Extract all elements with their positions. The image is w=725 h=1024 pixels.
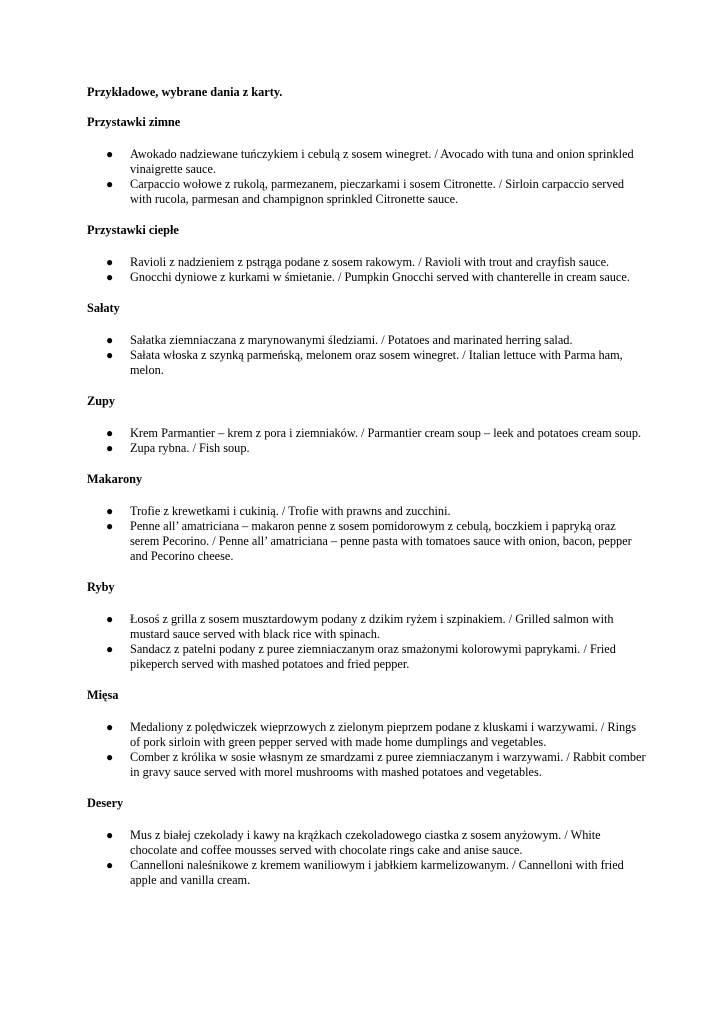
list-item [87,519,647,564]
dish-text: Zupa rybna. / Fish soup. [130,441,250,455]
bullet-icon: ● [106,333,114,347]
list-item [87,255,647,270]
section-heading-przystawki-zimne: Przystawki zimne [87,115,181,129]
dish-text: Comber z królika w sosie własnym ze smardzami z puree ziemniaczanym i warzywami. / Rabbit comber in gravy sauce served with morel mushrooms with mashed potatoes and vegetables. [130,750,646,779]
section-heading-zupy: Zupy [87,394,116,408]
document-title: Przykładowe, wybrane dania z karty. [87,85,283,99]
list-item [87,333,647,348]
bullet-icon: ● [106,255,114,269]
list-item [87,426,647,441]
bullet-icon: ● [106,858,114,872]
dish-text: Medaliony z polędwiczek wieprzowych z zielonym pieprzem podane z kluskami i warzywami. / Rings of pork sirloin with green pepper served with made home dumplings and vegetables. [130,720,637,749]
dish-text: Cannelloni naleśnikowe z kremem waniliowym i jabłkiem karmelizowanym. / Cannelloni with fried apple and vanilla cream. [130,858,624,887]
bullet-icon: ● [106,612,114,626]
list-item [87,348,647,378]
section-heading-salaty: Sałaty [87,301,120,315]
list-item [87,612,647,642]
dish-list [87,255,647,285]
section-heading-miesa: Mięsa [87,688,119,702]
bullet-icon: ● [106,750,114,764]
dish-text: Carpaccio wołowe z rukolą, parmezanem, pieczarkami i sosem Citronette. / Sirloin carpaccio served with rucola, parmesan and champignon sprinkled Citronette sauce. [130,177,625,206]
list-item [87,750,647,780]
dish-text: Sandacz z patelni podany z puree ziemniaczanym oraz smażonymi kolorowymi paprykami. / Fried pikeperch served with mashed potatoes and fried pepper. [130,642,616,671]
bullet-icon: ● [106,504,114,518]
dish-text: Sałatka ziemniaczana z marynowanymi śledziami. / Potatoes and marinated herring salad. [130,333,573,347]
dish-list [87,612,647,672]
menu-document [87,85,647,904]
dish-text: Krem Parmantier – krem z pora i ziemniaków. / Parmantier cream soup – leek and potatoes cream soup. [130,426,642,440]
list-item [87,858,647,888]
dish-list [87,147,647,207]
section-heading-ryby: Ryby [87,580,115,594]
bullet-icon: ● [106,426,114,440]
list-item [87,504,647,519]
dish-list [87,720,647,780]
list-item [87,177,647,207]
list-item [87,720,647,750]
list-item [87,270,647,285]
list-item [87,828,647,858]
dish-list [87,828,647,888]
dish-text: Łosoś z grilla z sosem musztardowym podany z dzikim ryżem i szpinakiem. / Grilled salmon with mustard sauce served with black rice with spinach. [130,612,614,641]
list-item [87,147,647,177]
dish-text: Sałata włoska z szynką parmeńską, melonem oraz sosem winegret. / Italian lettuce with Parma ham, melon. [130,348,623,377]
section-heading-przystawki-cieple: Przystawki ciepłe [87,223,179,237]
section-heading-desery: Desery [87,796,124,810]
list-item [87,441,647,456]
bullet-icon: ● [106,441,114,455]
dish-text: Mus z białej czekolady i kawy na krążkach czekoladowego ciastka z sosem anyżowym. / White chocolate and coffee mousses served with chocolate rings cake and anise sauce. [130,828,601,857]
dish-text: Trofie z krewetkami i cukinią. / Trofie with prawns and zucchini. [130,504,451,518]
dish-text: Gnocchi dyniowe z kurkami w śmietanie. / Pumpkin Gnocchi served with chanterelle in cream sauce. [130,270,630,284]
bullet-icon: ● [106,348,114,362]
bullet-icon: ● [106,177,114,191]
dish-list [87,504,647,564]
list-item [87,642,647,672]
dish-text: Ravioli z nadzieniem z pstrąga podane z sosem rakowym. / Ravioli with trout and crayfish sauce. [130,255,610,269]
bullet-icon: ● [106,642,114,656]
bullet-icon: ● [106,720,114,734]
bullet-icon: ● [106,519,114,533]
section-heading-makarony: Makarony [87,472,143,486]
dish-list [87,333,647,378]
bullet-icon: ● [106,270,114,284]
dish-text: Awokado nadziewane tuńczykiem i cebulą z sosem winegret. / Avocado with tuna and onion sprinkled vinaigrette sauce. [130,147,634,176]
bullet-icon: ● [106,147,114,161]
dish-list [87,426,647,456]
dish-text: Penne all’ amatriciana – makaron penne z sosem pomidorowym z cebulą, boczkiem i papryką oraz serem Pecorino. / Penne all’ amatriciana – penne pasta with tomatoes sauce with onion, bacon, pepper and Pecorino cheese. [130,519,632,563]
bullet-icon: ● [106,828,114,842]
